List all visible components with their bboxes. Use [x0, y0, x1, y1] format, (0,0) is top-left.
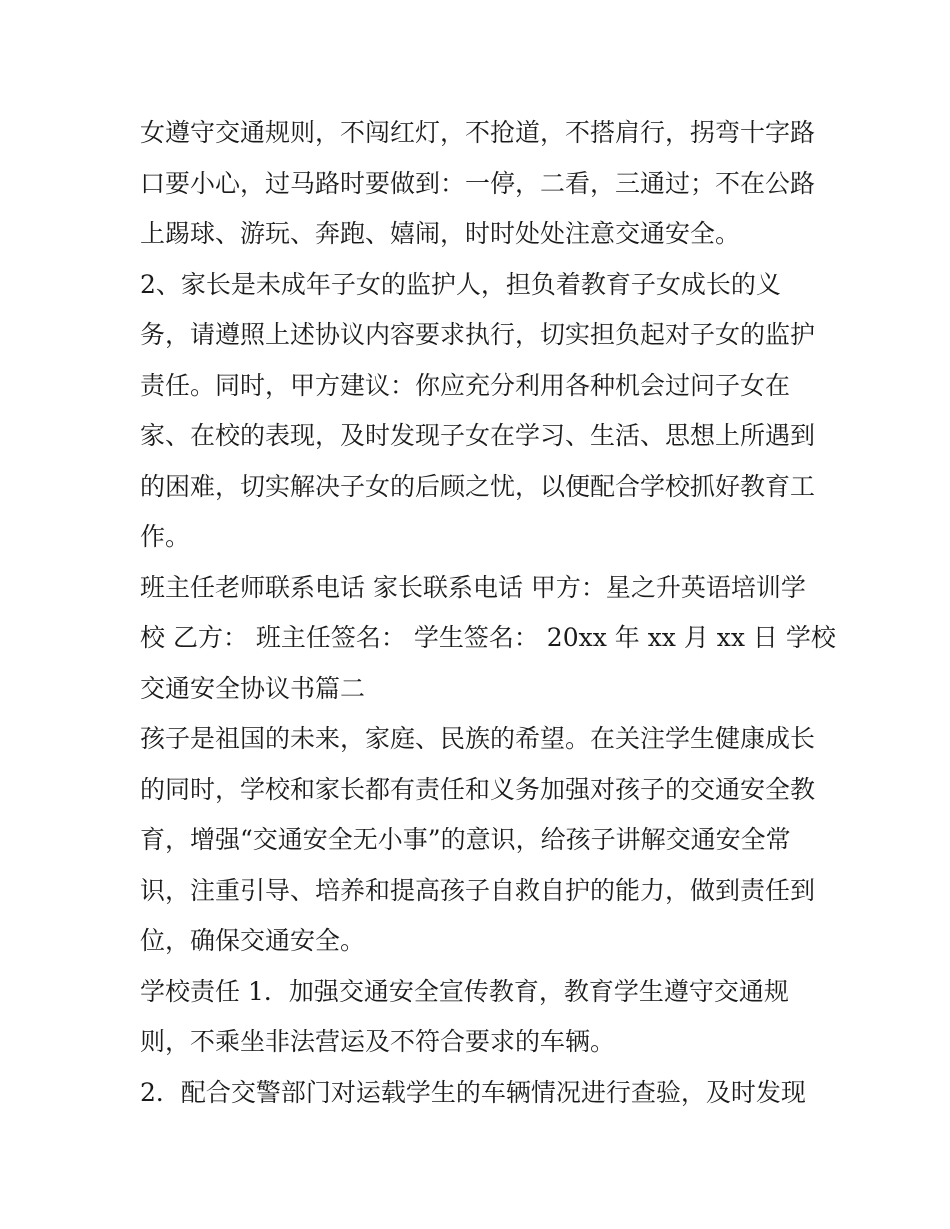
section-heading: 交通安全协议书篇二	[140, 673, 366, 703]
text-line: 育，增强“交通安全无小事”的意识，给孩子讲解交通安全常	[140, 825, 791, 854]
text-line: 2、家长是未成年子女的监护人，担负着教育子女成长的义	[140, 269, 781, 299]
text-line: 女遵守交通规则，不闯红灯，不抢道，不搭肩行，拐弯十字路	[140, 118, 816, 147]
text-line: 孩子是祖国的未来，家庭、民族的希望。在关注学生健康成长	[140, 724, 816, 753]
text-line: 上踢球、游玩、奔跑、嬉闹，时时处处注意交通安全。	[140, 219, 741, 248]
text-line: 学校责任 1．加强交通安全宣传教育，教育学生遵守交通规	[140, 976, 789, 1006]
text-line: 的困难，切实解决子女的后顾之忧，以便配合学校抓好教育工	[140, 471, 816, 501]
text-line: 校 乙方： 班主任签名： 学生签名： 20xx 年 xx 月 xx 日 学校	[140, 623, 836, 652]
text-line: 则，不乘坐非法营运及不符合要求的车辆。	[140, 1027, 616, 1056]
text-line: 班主任老师联系电话 家长联系电话 甲方：星之升英语培训学	[140, 572, 806, 602]
text-line: 识，注重引导、培养和提高孩子自救自护的能力，做到责任到	[140, 875, 816, 905]
text-line: 的同时，学校和家长都有责任和义务加强对孩子的交通安全教	[140, 774, 816, 804]
text-line: 作。	[140, 522, 191, 551]
text-line: 位，确保交通安全。	[140, 926, 366, 955]
text-line: 责任。同时，甲方建议：你应充分利用各种机会过问子女在	[140, 370, 791, 400]
text-line: 家、在校的表现，及时发现子女在学习、生活、思想上所遇到	[140, 421, 816, 450]
document-body	[140, 108, 836, 1118]
text-line: 口要小心，过马路时要做到：一停，二看，三通过；不在公路	[140, 168, 816, 198]
text-line: 2．配合交警部门对运载学生的车辆情况进行查验，及时发现	[140, 1077, 806, 1107]
text-line: 务，请遵照上述协议内容要求执行，切实担负起对子女的监护	[140, 320, 816, 349]
